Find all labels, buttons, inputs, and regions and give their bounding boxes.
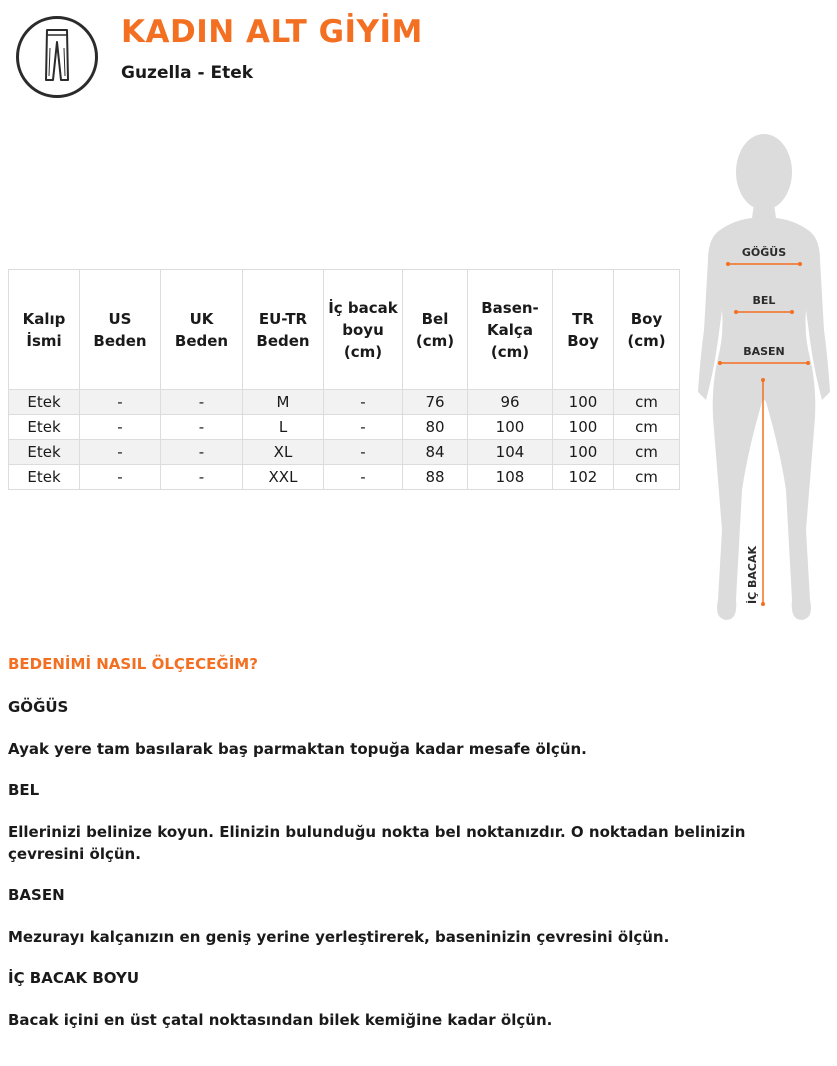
table-cell: Etek	[9, 390, 80, 415]
inseam-heading: İÇ BACAK BOYU	[8, 969, 140, 987]
size-table	[8, 269, 680, 490]
table-cell: -	[161, 390, 243, 415]
table-cell: -	[80, 440, 161, 465]
table-cell: -	[324, 440, 403, 465]
table-cell: -	[161, 415, 243, 440]
table-cell: 108	[468, 465, 553, 490]
column-header: US Beden	[80, 270, 161, 390]
hip-heading: BASEN	[8, 886, 65, 904]
table-row	[9, 465, 680, 490]
column-header: Bel (cm)	[403, 270, 468, 390]
table-cell: -	[161, 440, 243, 465]
body-measurement-figure	[694, 130, 834, 626]
how-to-measure-section	[8, 652, 818, 1031]
how-to-measure-title: BEDENİMİ NASIL ÖLÇECEĞİM?	[8, 655, 258, 673]
table-row	[9, 390, 680, 415]
table-cell: Etek	[9, 415, 80, 440]
waist-instruction: Ellerinizi belinize koyun. Elinizin bulunduğu nokta bel noktanızdır. O noktadan belinizin çevresini ölçün.	[8, 823, 746, 863]
table-cell: -	[324, 390, 403, 415]
table-cell: cm	[614, 415, 680, 440]
table-cell: -	[161, 465, 243, 490]
table-cell: -	[324, 415, 403, 440]
table-cell: -	[80, 465, 161, 490]
table-cell: XXL	[243, 465, 324, 490]
table-cell: 96	[468, 390, 553, 415]
table-cell: 100	[468, 415, 553, 440]
column-header: Kalıp İsmi	[9, 270, 80, 390]
waist-label: BEL	[752, 294, 776, 307]
column-header: Basen-Kalça (cm)	[468, 270, 553, 390]
inseam-instruction: Bacak içini en üst çatal noktasından bilek kemiğine kadar ölçün.	[8, 1011, 553, 1029]
table-cell: cm	[614, 390, 680, 415]
column-header: Boy (cm)	[614, 270, 680, 390]
table-cell: 104	[468, 440, 553, 465]
table-cell: 100	[553, 415, 614, 440]
column-header: İç bacak boyu (cm)	[324, 270, 403, 390]
table-cell: -	[324, 465, 403, 490]
table-cell: 88	[403, 465, 468, 490]
table-cell: 100	[553, 440, 614, 465]
table-cell: -	[80, 390, 161, 415]
table-cell: 102	[553, 465, 614, 490]
table-cell: Etek	[9, 465, 80, 490]
product-subtitle: Guzella - Etek	[121, 63, 254, 83]
table-cell: Etek	[9, 440, 80, 465]
female-silhouette	[698, 134, 830, 620]
table-cell: L	[243, 415, 324, 440]
inseam-label: İÇ BACAK	[746, 545, 759, 604]
table-cell: 84	[403, 440, 468, 465]
table-cell: cm	[614, 440, 680, 465]
hip-instruction: Mezurayı kalçanızın en geniş yerine yerleştirerek, baseninizin çevresini ölçün.	[8, 928, 670, 946]
chest-heading: GÖĞÜS	[8, 698, 69, 716]
table-cell: 100	[553, 390, 614, 415]
table-cell: M	[243, 390, 324, 415]
column-header: EU-TR Beden	[243, 270, 324, 390]
chest-label: GÖĞÜS	[741, 246, 787, 259]
chest-instruction: Ayak yere tam basılarak baş parmaktan topuğa kadar mesafe ölçün.	[8, 740, 587, 758]
table-cell: 76	[403, 390, 468, 415]
column-header: TR Boy	[553, 270, 614, 390]
page-title: KADIN ALT GİYİM	[121, 14, 423, 50]
column-header: UK Beden	[161, 270, 243, 390]
table-cell: cm	[614, 465, 680, 490]
hip-label: BASEN	[743, 345, 785, 358]
table-cell: -	[80, 415, 161, 440]
waist-heading: BEL	[8, 781, 40, 799]
category-logo	[16, 16, 98, 98]
table-cell: XL	[243, 440, 324, 465]
table-header-row	[9, 270, 680, 390]
pants-icon	[44, 28, 70, 86]
table-row	[9, 440, 680, 465]
table-row	[9, 415, 680, 440]
table-cell: 80	[403, 415, 468, 440]
